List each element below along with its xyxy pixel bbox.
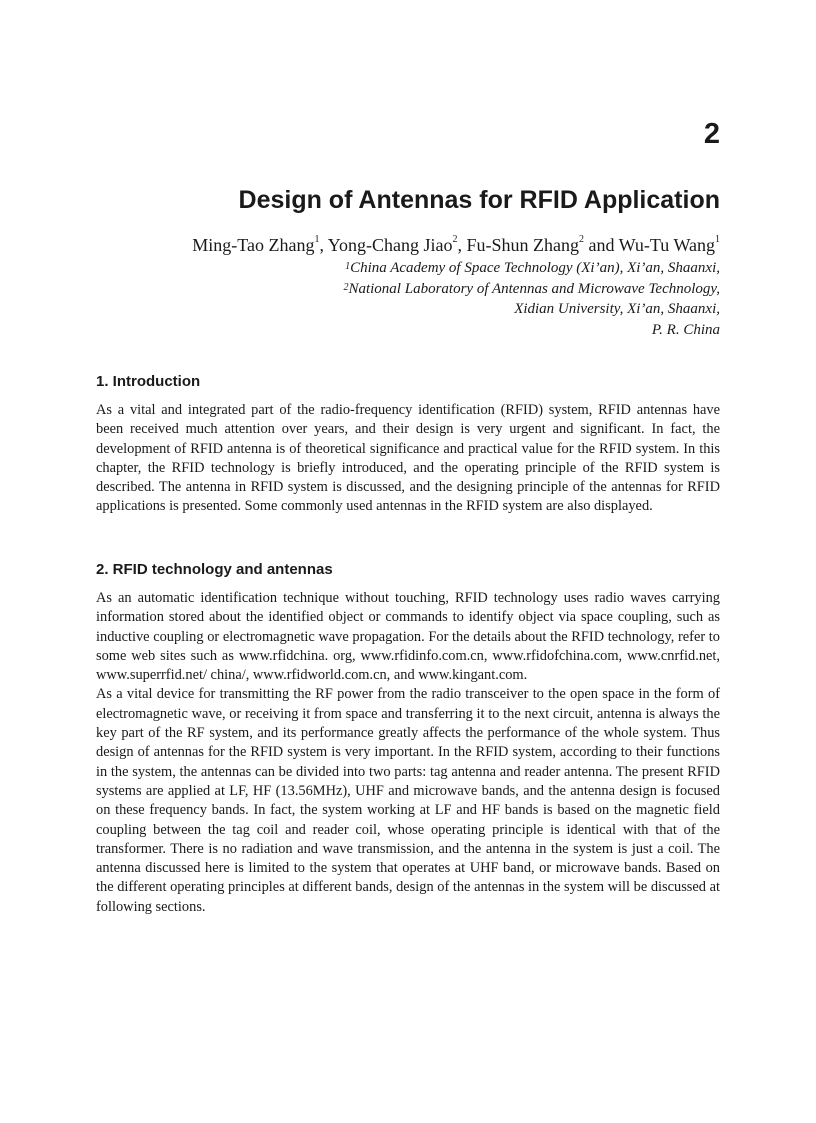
author-name: Wu-Tu Wang: [618, 235, 715, 255]
section-body-introduction: [96, 401, 720, 517]
section-body-rfid-technology: [96, 589, 720, 917]
author-name: Yong-Chang Jiao: [327, 235, 453, 255]
affiliation-block: [343, 258, 720, 340]
body-paragraph: As a vital and integrated part of the radio-frequency identification (RFID) system, RFID antennas have been received much attention over years, and their design is very urgent and significant. In fact, the development of RFID antenna is of theoretical significance and practical value for the RFID system. In this chapter, the RFID technology is briefly introduced, and the operating principle of the RFID system is described. The antenna in RFID system is discussed, and the designing principle of the antennas for RFID applications is presented. Some commonly used antennas in the RFID system are also displayed.: [96, 402, 720, 515]
author-separator: and: [583, 235, 619, 255]
affiliation-line: $^2$National Laboratory of Antennas and Microwave Technology,: [343, 280, 720, 297]
section-heading-rfid-technology: 2. RFID technology and antennas: [96, 561, 333, 578]
affiliation-line: Xidian University, Xi’an, Shaanxi,: [514, 301, 720, 317]
author-separator: ,: [457, 235, 467, 255]
affiliation-marker: 1: [314, 234, 320, 245]
chapter-number: 2: [703, 118, 720, 150]
affiliation-marker: 2: [578, 234, 584, 245]
body-paragraph: As an automatic identification technique without touching, RFID technology uses radio waves carrying information stored about the identified object or commands to identify object via space coupling, such as inductive coupling or electromagnetic wave propagation. For the details about the RFID technology, refer to some web sites such as www.rfidchina. org, www.rfidinfo.com.cn, www.rfidofchina.com, www.cnrfid.net, www.superrfid.net/ china/, www.rfidworld.com.cn, and www.kingant.com.: [96, 590, 720, 684]
body-paragraph: As a vital device for transmitting the RF power from the radio transceiver to the open space in the form of electromagnetic wave, or receiving it from space and transferring it to the next circuit, antenna is always the key part of the RF system, and its performance greatly affects the performance of the whole system. Thus design of antennas for the RFID system is very important. In the RFID system, according to their functions in the system, the antennas can be divided into two parts: tag antenna and reader antenna. The present RFID systems are applied at LF, HF (13.56MHz), UHF and microwave bands, and the antenna design is focused on these frequency bands. In fact, the system working at LF and HF bands is based on the magnetic field coupling between the tag coil and reader coil, whose operating principle is identical with that of the transformer. There is no radiation and wave transmission, and the antenna in the system is just a coil. The antenna discussed here is limited to the system that operates at UHF band, or microwave bands. Based on the different operating principles at different bands, design of the antennas in the system will be discussed at following sections.: [96, 686, 720, 915]
author-list: [192, 235, 720, 256]
chapter-title: Design of Antennas for RFID Application: [238, 186, 720, 214]
affiliation-marker: 1: [345, 261, 351, 272]
affiliation-line: P. R. China: [651, 321, 720, 338]
affiliation-marker: 2: [343, 281, 349, 293]
author-separator: ,: [319, 235, 328, 255]
author-name: Fu-Shun Zhang: [466, 235, 579, 255]
affiliation-line: $^1$China Academy of Space Technology (Xi’an), Xi’an, Shaanxi,: [345, 260, 720, 276]
affiliation-marker: 1: [715, 234, 720, 245]
section-heading-introduction: 1. Introduction: [96, 373, 201, 390]
affiliation-marker: 2: [452, 234, 458, 245]
author-name: Ming-Tao Zhang: [192, 235, 315, 255]
